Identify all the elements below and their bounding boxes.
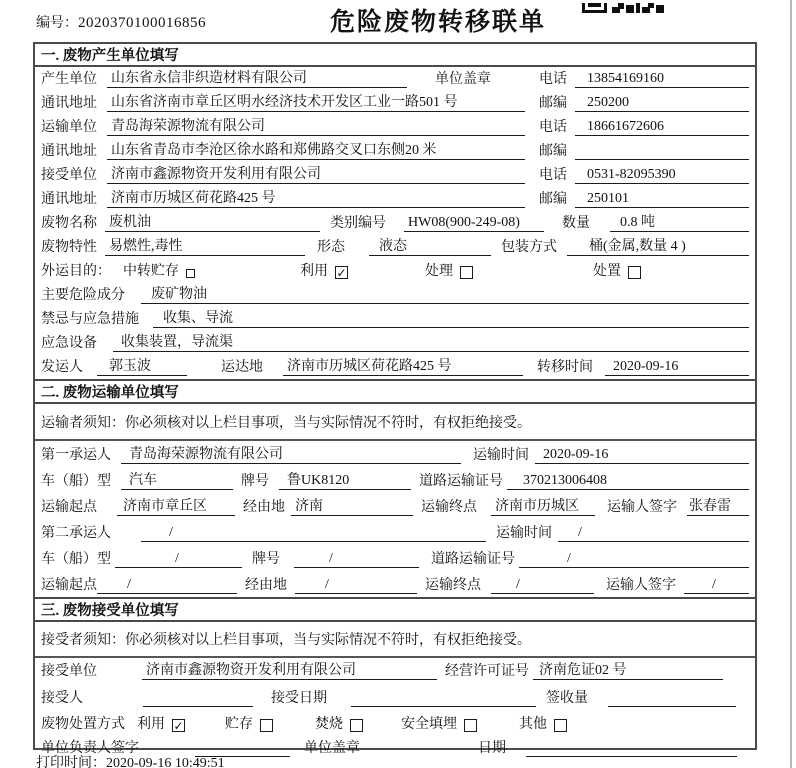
form-value: 液态 [369, 238, 491, 256]
row-transporter [35, 115, 755, 139]
taboo-label: 禁忌与应急措施 [41, 312, 139, 327]
section2-note: 运输者须知：你必须核对以上栏目事项，当与实际情况不符时，有权拒绝接受。 [35, 404, 755, 441]
manifest-table [33, 42, 757, 756]
row-carrier2 [35, 519, 755, 545]
print-time-label: 打印时间： [36, 756, 106, 768]
transporter-zip [575, 159, 749, 160]
row-receiver-address [35, 187, 755, 211]
row-acceptor [35, 683, 755, 710]
row-hazard-component [35, 283, 755, 307]
checkbox-other [554, 719, 567, 732]
route-start-label: 运输起点 [41, 578, 97, 593]
row-accept-unit [35, 658, 755, 683]
checkbox-label: 其他 [519, 717, 547, 732]
purpose-option-dispose [593, 263, 641, 280]
checkbox-landfill [464, 719, 477, 732]
page-edge-line [790, 0, 792, 768]
disposal-option-other [519, 716, 567, 733]
equip-label: 应急设备 [41, 336, 97, 351]
dispatcher-value: 郭玉波 [97, 358, 187, 376]
permit-label: 道路运输证号 [431, 552, 515, 567]
receiver-value: 济南市鑫源物资开发利用有限公司 [107, 166, 525, 184]
carrier2-label: 第二承运人 [41, 526, 111, 541]
vehicle-type-value: / [115, 550, 242, 568]
checkbox-dispose [628, 266, 641, 279]
transfer-time-value: 2020-09-16 [605, 358, 749, 376]
checkbox-storage [186, 269, 195, 278]
transport-time-value: / [558, 524, 749, 542]
checkbox-treat [460, 266, 473, 279]
permit-value: 370213006408 [507, 472, 749, 490]
carrier-sign-value: / [684, 576, 749, 594]
via-label: 经由地 [245, 578, 287, 593]
pack-value: 桶(金属,数量 4 ) [567, 238, 749, 256]
unit-seal-label: 单位盖章 [304, 741, 360, 756]
disposal-option-incinerate [315, 716, 363, 733]
carrier-sign-label: 运输人签字 [606, 578, 676, 593]
route-start-label: 运输起点 [41, 500, 97, 515]
route-start-value: 济南市章丘区 [117, 498, 235, 516]
via-value: 济南 [291, 498, 413, 516]
row-transfer-purpose [35, 259, 755, 283]
seal-label: 单位盖章 [435, 72, 491, 87]
permit-value: / [519, 550, 749, 568]
checkbox-store [260, 719, 273, 732]
waste-code-value: HW08(900-249-08) [404, 214, 544, 232]
row-producer [35, 67, 755, 91]
row-producer-address [35, 91, 755, 115]
phone-label: 电话 [539, 168, 567, 183]
transport-time-label: 运输时间 [496, 526, 552, 541]
route-end-value: 济南市历城区 [491, 498, 595, 516]
row-vehicle2 [35, 545, 755, 571]
row-route2 [35, 571, 755, 597]
accept-date-value [351, 706, 536, 707]
qr-code-icon [582, 0, 664, 18]
route-end-label: 运输终点 [425, 578, 481, 593]
purpose-label: 外运目的： [41, 264, 111, 279]
carrier1-value: 青岛海荣源物流有限公司 [121, 446, 461, 464]
receiver-address-value: 济南市历城区荷花路425 号 [107, 190, 525, 208]
vehicle-type-label: 车（船）型 [41, 474, 111, 489]
waste-code-label: 类别编号 [330, 216, 386, 231]
zip-label: 邮编 [539, 144, 567, 159]
row-emergency-equipment [35, 331, 755, 355]
row-route1 [35, 493, 755, 519]
zip-label: 邮编 [539, 96, 567, 111]
carrier-sign-value: 张春雷 [687, 498, 749, 516]
dispatcher-label: 发运人 [41, 360, 83, 375]
responsible-sign-label: 单位负责人签字 [41, 741, 139, 756]
waste-char-value: 易燃性,毒性 [105, 238, 305, 256]
receiver-label: 接受单位 [41, 168, 97, 183]
checkbox-label: 焚烧 [315, 717, 343, 732]
purpose-option-storage [123, 263, 195, 280]
checkbox-label: 处理 [425, 264, 453, 279]
checkbox-utilize: ✓ [336, 266, 347, 280]
plate-value: 鲁UK8120 [279, 472, 411, 490]
hazard-value: 废矿物油 [141, 286, 749, 304]
checkbox-label: 处置 [593, 264, 621, 279]
purpose-option-treat [425, 263, 473, 280]
row-disposal-method [35, 710, 755, 736]
route-end-value: / [491, 576, 594, 594]
transport-time-value: 2020-09-16 [535, 446, 749, 464]
section3-note: 接受者须知：你必须核对以上栏目事项，当与实际情况不符时，有权拒绝接受。 [35, 622, 755, 658]
row-waste-character [35, 235, 755, 259]
waste-name-value: 废机油 [105, 214, 320, 232]
checkbox-utilize: ✓ [173, 719, 184, 733]
taboo-value: 收集、导流 [153, 310, 749, 328]
purpose-option-utilize [300, 263, 348, 280]
section1-header: 一. 废物产生单位填写 [35, 44, 755, 67]
transporter-phone: 18661672606 [575, 118, 749, 136]
transporter-value: 青岛海荣源物流有限公司 [107, 118, 525, 136]
checkbox-label: 利用 [300, 264, 328, 279]
receipt-qty-label: 签收量 [546, 691, 588, 706]
address-label: 通讯地址 [41, 144, 97, 159]
waste-name-label: 废物名称 [41, 216, 97, 231]
row-receiver [35, 163, 755, 187]
via-value: / [295, 576, 417, 594]
transfer-time-label: 转移时间 [537, 360, 593, 375]
permit-label: 道路运输证号 [419, 474, 503, 489]
carrier1-label: 第一承运人 [41, 448, 111, 463]
checkbox-label: 安全填埋 [401, 717, 457, 732]
date-label: 日期 [478, 741, 506, 756]
via-label: 经由地 [243, 500, 285, 515]
vehicle-type-label: 车（船）型 [41, 552, 111, 567]
print-time-value: 2020-09-16 10:49:51 [106, 756, 225, 768]
section2-header: 二. 废物运输单位填写 [35, 379, 755, 404]
disposal-option-utilize [137, 716, 185, 733]
producer-address-value: 山东省济南市章丘区明水经济技术开发区工业一路501 号 [107, 94, 525, 112]
plate-label: 牌号 [241, 474, 269, 489]
license-label: 经营许可证号 [445, 664, 529, 679]
destination-label: 运达地 [221, 360, 263, 375]
row-vehicle1 [35, 467, 755, 493]
receiver-phone: 0531-82095390 [575, 166, 749, 184]
disposal-label: 废物处置方式 [41, 717, 125, 732]
checkbox-label: 中转贮存 [123, 264, 179, 279]
form-label: 形态 [317, 240, 345, 255]
license-value: 济南危证02 号 [533, 662, 723, 680]
waste-qty-value: 0.8 吨 [610, 214, 749, 232]
vehicle-type-value: 汽车 [121, 472, 233, 490]
receipt-qty-value [608, 706, 736, 707]
waste-char-label: 废物特性 [41, 240, 97, 255]
row-dispatcher [35, 355, 755, 379]
checkbox-label: 贮存 [225, 717, 253, 732]
hazard-label: 主要危险成分 [41, 288, 125, 303]
row-carrier1 [35, 441, 755, 467]
phone-label: 电话 [539, 120, 567, 135]
doc-number [36, 12, 206, 32]
doc-number-label: 编号： [36, 16, 78, 31]
plate-label: 牌号 [252, 552, 280, 567]
producer-label: 产生单位 [41, 72, 97, 87]
row-taboo-measures [35, 307, 755, 331]
disposal-option-store [225, 716, 273, 733]
row-transporter-address [35, 139, 755, 163]
accept-unit-value: 济南市鑫源物资开发利用有限公司 [142, 662, 437, 680]
plate-value: / [294, 550, 419, 568]
pack-label: 包装方式 [501, 240, 557, 255]
disposal-option-landfill [401, 716, 477, 733]
doc-number-value: 2020370100016856 [78, 15, 206, 31]
checkbox-incinerate [350, 719, 363, 732]
accept-date-label: 接受日期 [271, 691, 327, 706]
destination-value: 济南市历城区荷花路425 号 [283, 358, 523, 376]
carrier-sign-label: 运输人签字 [607, 500, 677, 515]
address-label: 通讯地址 [41, 96, 97, 111]
phone-label: 电话 [539, 72, 567, 87]
date-value [526, 756, 737, 757]
section3-header: 三. 废物接受单位填写 [35, 597, 755, 622]
carrier2-value: / [141, 524, 486, 542]
row-waste-name [35, 211, 755, 235]
accept-unit-label: 接受单位 [41, 664, 97, 679]
checkbox-label: 利用 [137, 717, 165, 732]
transport-time-label: 运输时间 [473, 448, 529, 463]
producer-zip: 250200 [575, 94, 749, 112]
producer-value: 山东省永信非织造材料有限公司 [107, 70, 407, 88]
route-start-value: / [97, 576, 237, 594]
acceptor-value [143, 706, 253, 707]
page-title: 危险废物转移联单 [330, 9, 547, 36]
transporter-address-value: 山东省青岛市李沧区徐水路和郑佛路交叉口东侧20 米 [107, 142, 525, 160]
waste-qty-label: 数量 [562, 216, 590, 231]
address-label: 通讯地址 [41, 192, 97, 207]
acceptor-label: 接受人 [41, 691, 83, 706]
route-end-label: 运输终点 [421, 500, 477, 515]
producer-phone: 13854169160 [575, 70, 749, 88]
receiver-zip: 250101 [575, 190, 749, 208]
equip-value: 收集装置，导流渠 [113, 334, 749, 352]
transporter-label: 运输单位 [41, 120, 97, 135]
print-time [36, 752, 225, 768]
zip-label: 邮编 [539, 192, 567, 207]
